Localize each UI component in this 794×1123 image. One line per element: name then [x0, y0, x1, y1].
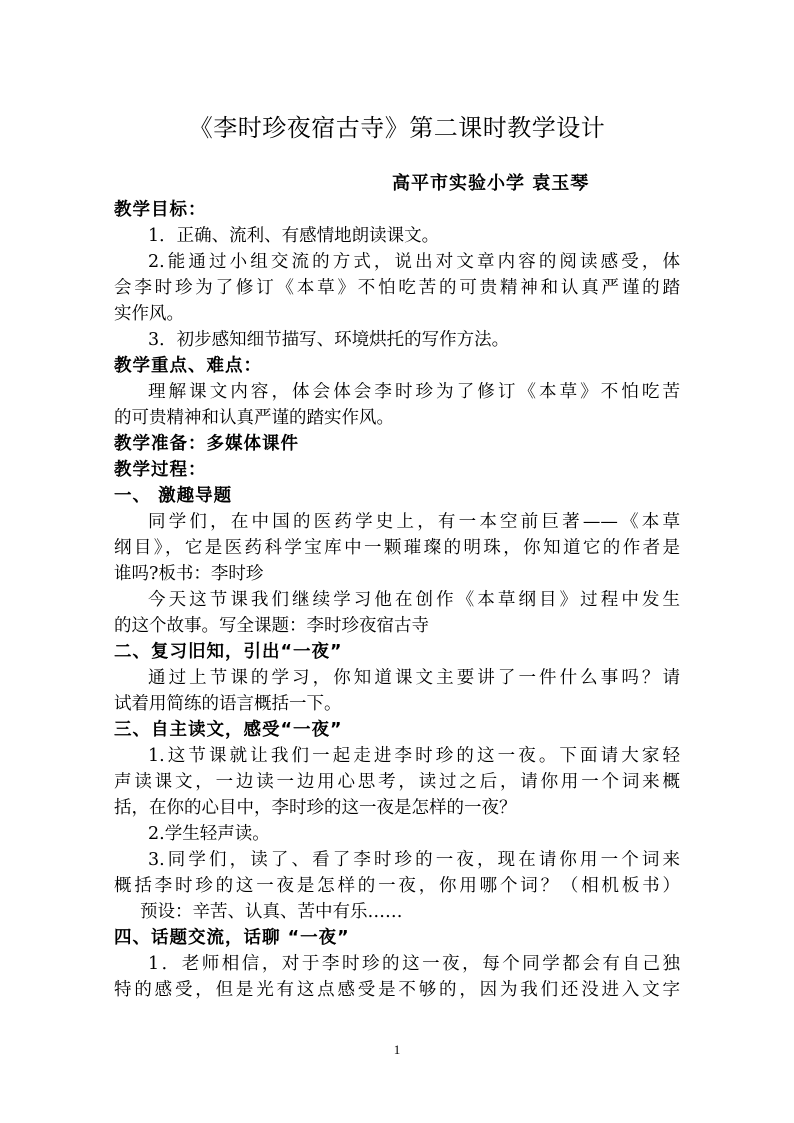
- author-line: 高平市实验小学 袁玉琴: [392, 173, 590, 194]
- body-text-line: 同学们，在中国的医药学史上，有一本空前巨著——《本草: [148, 512, 680, 532]
- section-heading: 二、复习旧知，引出“一夜”: [114, 642, 343, 662]
- document-body: [114, 197, 680, 1003]
- body-text-line: 声读课文，一边读一边用心思考，读过之后，请你用一个词来概: [114, 772, 680, 792]
- body-text-line: 谁吗?板书：李时珍: [114, 564, 264, 584]
- section-heading: 教学重点、难点：: [114, 356, 262, 376]
- page-number: 1: [393, 1042, 401, 1057]
- body-text-line: 实作风。: [114, 304, 184, 324]
- body-text-line: 2.能通过小组交流的方式，说出对文章内容的阅读感受，体: [148, 252, 680, 272]
- body-text-line: 概括李时珍的这一夜是怎样的一夜，你用哪个词？（相机板书）: [114, 876, 680, 896]
- section-heading: 四、话题交流，话聊 “一夜”: [114, 928, 350, 948]
- body-text-line: 特的感受，但是光有这点感受是不够的，因为我们还没进入文字: [114, 980, 680, 1000]
- document-title: 《李时珍夜宿古寺》第二课时教学设计: [188, 114, 606, 142]
- body-text-line: 试着用简练的语言概括一下。: [114, 694, 342, 714]
- section-heading: 三、自主读文，感受“一夜”: [114, 720, 343, 740]
- body-text-line: 理解课文内容，体会体会李时珍为了修订《本草》不怕吃苦: [148, 382, 680, 402]
- body-text-line: 会李时珍为了修订《本草》不怕吃苦的可贵精神和认真严谨的踏: [114, 278, 680, 298]
- body-text-line: 3.同学们，读了、看了李时珍的一夜，现在请你用一个词来: [148, 850, 680, 870]
- section-heading: 一、 激趣导题: [114, 486, 233, 506]
- body-text-line: 纲目》，它是医药科学宝库中一颗璀璨的明珠，你知道它的作者是: [114, 538, 680, 558]
- body-text-line: 1．正确、流利、有感情地朗读课文。: [148, 226, 440, 246]
- body-text-line: 的这个故事。写全课题：李时珍夜宿古寺: [114, 616, 429, 636]
- body-text-line: 的可贵精神和认真严谨的踏实作风。: [114, 408, 394, 428]
- body-text-line: 2.学生轻声读。: [148, 824, 270, 844]
- section-heading: 教学目标：: [114, 200, 207, 220]
- body-text-line: 3．初步感知细节描写、环境烘托的写作方法。: [148, 330, 510, 350]
- body-text-line: 1.这节课就让我们一起走进李时珍的这一夜。下面请大家轻: [148, 746, 680, 766]
- body-text-line: 括，在你的心目中，李时珍的这一夜是怎样的一夜？: [114, 798, 517, 818]
- body-text-line: 1．老师相信，对于李时珍的这一夜，每个同学都会有自己独: [148, 954, 680, 974]
- body-text-line: 预设：辛苦、认真、苦中有乐……: [140, 902, 403, 922]
- body-text-line: 通过上节课的学习，你知道课文主要讲了一件什么事吗？请: [148, 668, 680, 688]
- section-heading: 教学准备：多媒体课件: [114, 434, 299, 454]
- section-heading: 教学过程：: [114, 460, 207, 480]
- body-text-line: 今天这节课我们继续学习他在创作《本草纲目》过程中发生: [148, 590, 680, 610]
